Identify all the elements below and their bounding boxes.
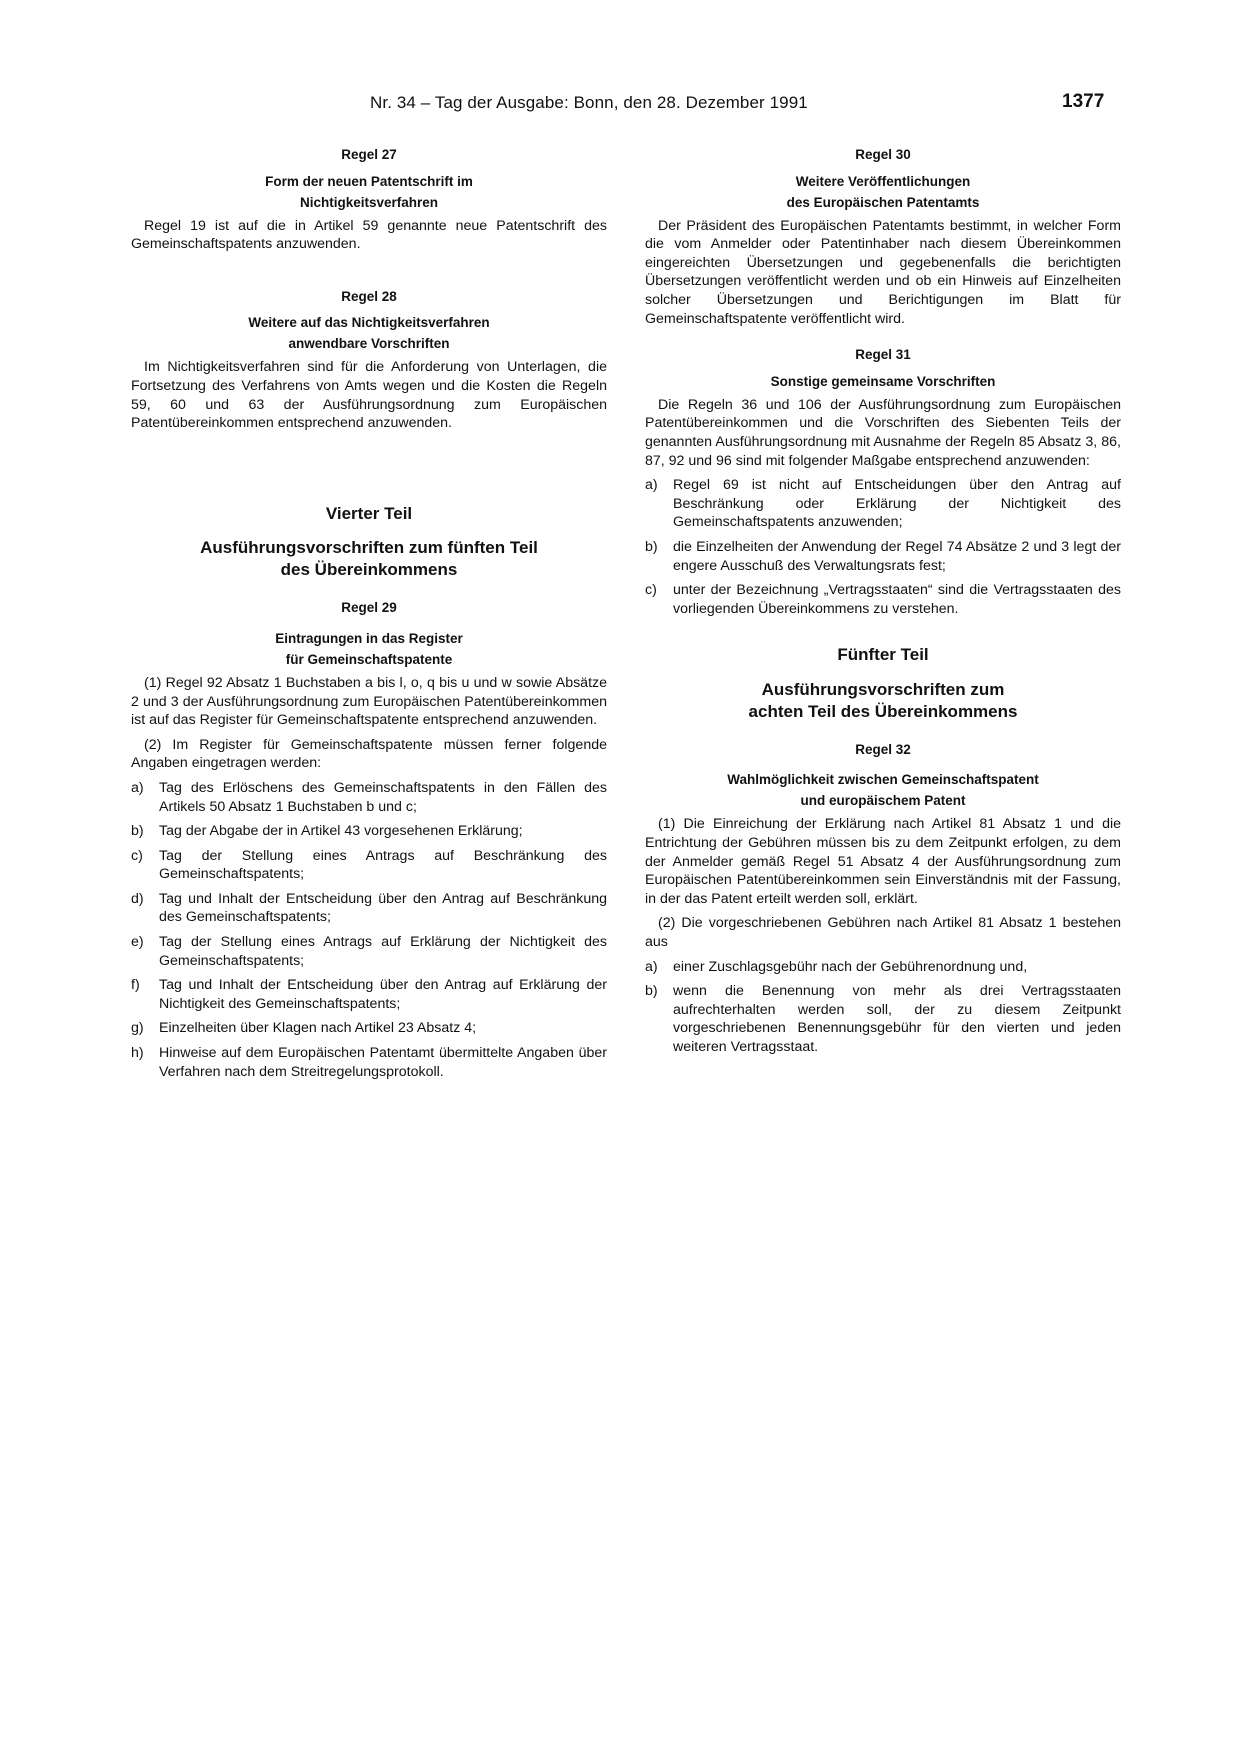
list-marker: e) [131, 934, 144, 951]
part-5-title: Fünfter Teil [837, 645, 929, 665]
list-item [645, 982, 1121, 1056]
header-text: Nr. 34 – Tag der Ausgabe: Bonn, den 28. Dezember 1991 [370, 93, 808, 112]
list-item [131, 890, 607, 927]
list-text: Tag der Stellung eines Antrags auf Erklärung der Nichtigkeit des Gemeinschaftspatents; [159, 934, 607, 969]
rule-30-subtitle-line1: Weitere Veröffentlichungen [795, 173, 971, 189]
list-marker: f) [131, 977, 140, 994]
list-text: wenn die Benennung von mehr als drei Vertragsstaaten aufrechterhalten werden soll, der zu diesem Zeitpunkt vorgeschriebenen Benennungsgebühr für den vierten und jeden weiteren Vertragsstaat. [673, 983, 1121, 1055]
rule-29-paragraph-1: (1) Regel 92 Absatz 1 Buchstaben a bis l, o, q bis u und w sowie Absätze 2 und 3 der Ausführungsordnung zum Europäischen Patentübereinkommen ist auf das Register für Gemeinschaftspatente entsprechend anzuwenden. [131, 674, 607, 729]
list-item [645, 958, 1121, 977]
list-text: einer Zuschlagsgebühr nach der Gebührenordnung und, [673, 958, 1028, 975]
list-text: Tag des Erlöschens des Gemeinschaftspatents in den Fällen des Artikels 50 Absatz 1 Buchstaben b und c; [159, 779, 607, 815]
rule-28-subtitle-line1: Weitere auf das Nichtigkeitsverfahren [248, 315, 490, 331]
left-column [131, 146, 607, 1087]
rule-32-subtitle-line2: und europäischem Patent [800, 793, 966, 809]
list-item [131, 1044, 607, 1081]
list-item [131, 976, 607, 1013]
rule-29-title: Regel 29 [341, 600, 397, 616]
list-marker: a) [645, 477, 658, 494]
rule-29-subtitle-line2: für Gemeinschaftspatente [285, 651, 453, 667]
list-item [645, 581, 1121, 618]
list-item [131, 1019, 607, 1038]
list-marker: b) [645, 538, 658, 555]
list-marker: h) [131, 1045, 144, 1062]
rule-28-subtitle-line2: anwendbare Vorschriften [288, 336, 450, 352]
list-text: Einzelheiten über Klagen nach Artikel 23 Absatz 4; [159, 1020, 477, 1037]
rule-32-paragraph-1: (1) Die Einreichung der Erklärung nach Artikel 81 Absatz 1 und die Entrichtung der Gebühren müssen bis zu dem Zeitpunkt erfolgen, zu dem der Anmelder gemäß Regel 51 Absatz 4 der Ausführungsordnung zum Europäischen Patentübereinkommen sein Einverständnis mit der Fassung, in der das Patent erteilt werden soll, erklärt. [645, 816, 1121, 907]
list-item [131, 933, 607, 970]
list-item [645, 476, 1121, 532]
list-item [131, 847, 607, 884]
part-5-subtitle-line1: Ausführungsvorschriften zum [761, 679, 1005, 699]
rule-31-text: Die Regeln 36 und 106 der Ausführungsordnung zum Europäischen Patentübereinkommen und die Vorschriften des Siebenten Teils der genannten Ausführungsordnung mit Ausnahme der Regeln 85 Absatz 3, 86, 87, 92 und 96 sind mit folgender Maßgabe entsprechend anzuwenden: [645, 396, 1121, 469]
rule-31-title: Regel 31 [855, 347, 911, 363]
list-marker: a) [131, 779, 144, 796]
rule-28-text: Im Nichtigkeitsverfahren sind für die Anforderung von Unterlagen, die Fortsetzung des Verfahrens von Amts wegen und die Kosten die Regeln 59, 60 und 63 der Ausführungsordnung zum Europäischen Patentübereinkommen entsprechend anzuwenden. [131, 359, 607, 432]
list-text: die Einzelheiten der Anwendung der Regel 74 Absätze 2 und 3 legt der engere Ausschuß des Verwaltungsrats fest; [673, 538, 1121, 574]
part-4-subtitle-line2: des Übereinkommens [280, 560, 458, 580]
list-marker: b) [131, 823, 144, 840]
part-4-title: Vierter Teil [325, 503, 413, 523]
list-item [645, 538, 1121, 575]
list-text: unter der Bezeichnung „Vertragsstaaten“ sind die Vertragsstaaten des vorliegenden Übereinkommens zu verstehen. [673, 582, 1121, 617]
page-header [0, 93, 1237, 117]
rule-30-text: Der Präsident des Europäischen Patentamts bestimmt, in welcher Form die vom Anmelder oder Patentinhaber nach diesem Übereinkommen eingereichten Übersetzungen und gegebenenfalls die berichtigten Übersetzungen veröffentlicht werden und ob ein Hinweis auf Einzelheiten solcher Übersetzungen und Berichtigungen im Blatt für Gemeinschaftspatente veröffentlicht wird. [645, 217, 1121, 327]
part-5-subtitle-line2: achten Teil des Übereinkommens [748, 701, 1018, 721]
rule-32-title: Regel 32 [855, 741, 911, 757]
list-marker: c) [645, 582, 657, 599]
rule-30-title: Regel 30 [855, 147, 911, 162]
list-marker: b) [645, 983, 658, 1000]
list-marker: g) [131, 1020, 144, 1037]
rule-29-subtitle-line1: Eintragungen in das Register [275, 630, 463, 646]
list-marker: a) [645, 958, 658, 975]
list-text: Tag der Stellung eines Antrags auf Beschränkung des Gemeinschaftspatents; [159, 847, 607, 883]
rule-31-subtitle: Sonstige gemeinsame Vorschriften [770, 373, 996, 389]
list-marker: d) [131, 890, 144, 907]
list-text: Tag und Inhalt der Entscheidung über den Antrag auf Erklärung der Nichtigkeit des Gemeinschaftspatents; [159, 977, 607, 1012]
list-text: Tag der Abgabe der in Artikel 43 vorgesehenen Erklärung; [159, 823, 523, 840]
rule-28-title: Regel 28 [341, 288, 397, 304]
list-marker: c) [131, 847, 143, 864]
list-text: Tag und Inhalt der Entscheidung über den Antrag auf Beschränkung des Gemeinschaftspatents; [159, 890, 607, 926]
rule-27-subtitle-line2: Nichtigkeitsverfahren [299, 194, 439, 210]
rule-27-subtitle-line1: Form der neuen Patentschrift im [265, 173, 473, 189]
list-item [131, 822, 607, 841]
rule-27-title: Regel 27 [341, 147, 397, 162]
rule-29-paragraph-2: (2) Im Register für Gemeinschaftspatente müssen ferner folgende Angaben eingetragen werden: [131, 736, 607, 772]
list-item [131, 779, 607, 816]
list-text: Regel 69 ist nicht auf Entscheidungen über den Antrag auf Beschränkung oder Erklärung der Nichtigkeit des Gemeinschaftspatents anzuwenden; [673, 477, 1121, 531]
rule-32-subtitle-line1: Wahlmöglichkeit zwischen Gemeinschaftspatent [727, 772, 1039, 788]
page-number: 1377 [1062, 91, 1105, 112]
rule-32-paragraph-2: (2) Die vorgeschriebenen Gebühren nach Artikel 81 Absatz 1 bestehen aus [645, 915, 1121, 951]
rule-27-text: Regel 19 ist auf die in Artikel 59 genannte neue Patentschrift des Gemeinschaftspatents anzuwenden. [131, 217, 607, 253]
rule-30-subtitle-line2: des Europäischen Patentamts [786, 194, 980, 210]
right-column [645, 146, 1121, 1063]
list-text: Hinweise auf dem Europäischen Patentamt übermittelte Angaben über Verfahren nach dem Streitregelungsprotokoll. [159, 1045, 607, 1080]
part-4-subtitle-line1: Ausführungsvorschriften zum fünften Teil [200, 538, 538, 558]
